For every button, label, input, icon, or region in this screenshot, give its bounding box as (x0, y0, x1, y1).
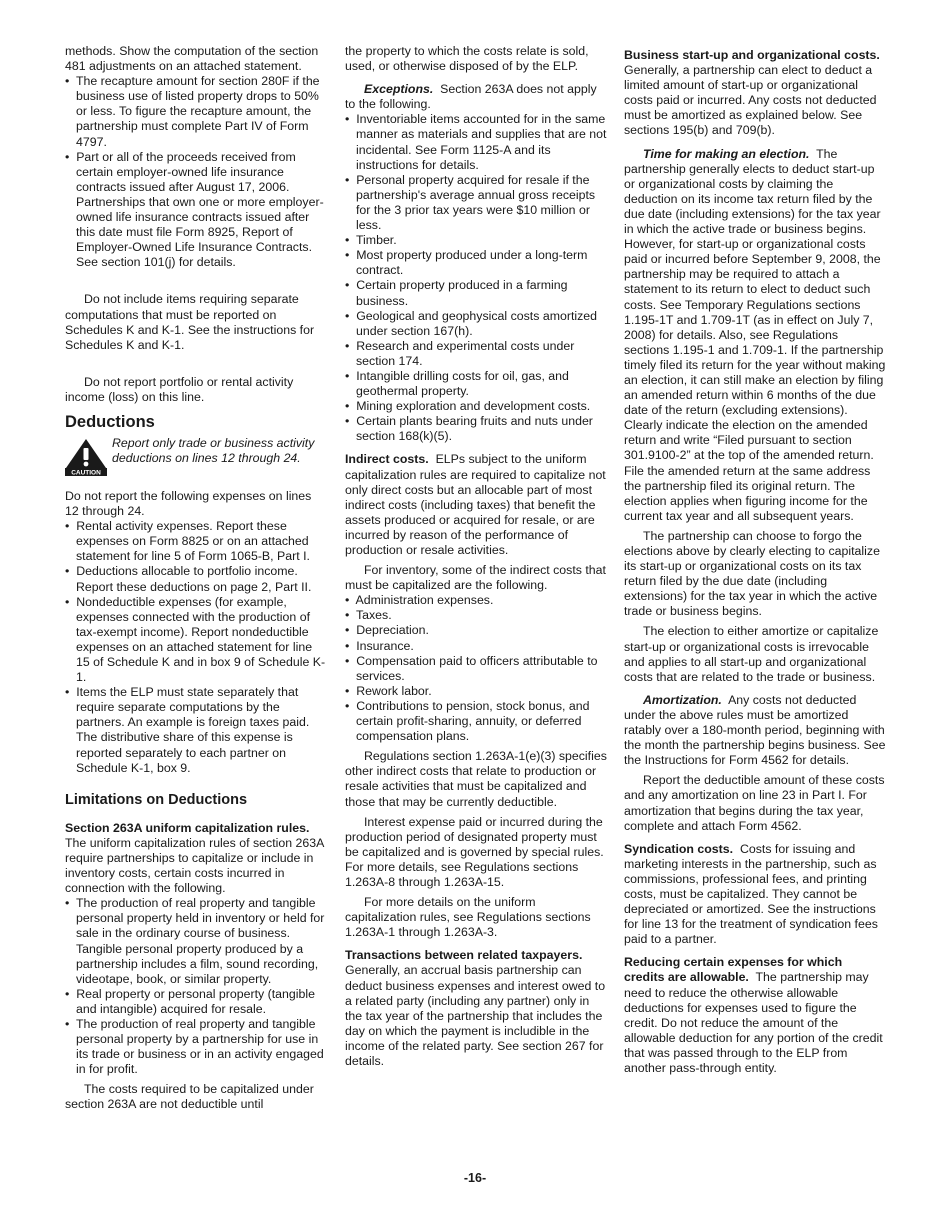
bullet-item: • Certain property produced in a farming business. (345, 278, 568, 308)
page-number: -16- (463, 1171, 487, 1185)
paragraph: The partnership can choose to forgo the elections above by clearly electing to capitalize its start-up or organizational costs on its tax return filed by the due date (including extensions) for the tax year in which the active trade or business begins. (624, 528, 880, 619)
bullet-item: • Mining exploration and development costs. (345, 399, 591, 414)
bullet-item: • Personal property acquired for resale if the partnership's average annual gross receipts for the 3 prior tax years were $10 million or less. (345, 172, 596, 233)
bullet-item: • The production of real property and tangible personal property by a partnership for use in its trade or business or in an activity engaged in for profit. (65, 1016, 324, 1077)
paragraph: For inventory, some of the indirect costs that must be capitalized are the following. (345, 563, 606, 593)
bullet-item: • Depreciation. (345, 623, 429, 638)
paragraph: Do not include items requiring separate computations that must be reported on Schedules K and K-1. See the instructions for Schedules K and K-1. (65, 292, 315, 352)
bullet-item: • Inventoriable items accounted for in the same manner as materials and supplies that are not incidental. See Form 1125-A and its instructions for details. (345, 112, 607, 172)
paragraph: Interest expense paid or incurred during the production period of designated property must be capitalized and is governed by special rules. For more details, see Regulations sections 1.263A-8 through 1.263A-15. (345, 814, 604, 889)
bullet-item: • Geological and geophysical costs amortized under section 167(h). (345, 308, 598, 338)
bullet-item: • Deductions allocable to portfolio income. Report these deductions on page 2, Part II. (65, 564, 312, 594)
bullet-item: • Taxes. (345, 608, 392, 623)
paragraph: Amortization. Any costs not deducted under the above rules must be amortized ratably over a 180-month period, beginning with the month the partnership begins business. See the Instructions for Form 4562 for details. (624, 692, 886, 768)
column-left (65, 44, 327, 1113)
bullet-item: • Contributions to pension, stock bonus, and certain profit-sharing, annuity, or deferred compensation plans. (345, 698, 590, 744)
paragraph: Do not report the following expenses on lines 12 through 24. (65, 488, 312, 519)
deductions-heading: Deductions (65, 412, 155, 431)
paragraph: Do not report portfolio or rental activity income (loss) on this line. (65, 374, 294, 404)
paragraph: Regulations section 1.263A-1(e)(3) specifies other indirect costs that relate to production or resale activities that must be capitalized and those that may be currently deductible. (345, 749, 607, 809)
bullet-item: • Items the ELP must state separately that require separate computations by the partners. An example is foreign taxes paid. The distributive share of this expense is reported separately to each partner on Schedule K-1, box 9. (65, 685, 310, 775)
paragraph: Transactions between related taxpayers. Generally, an accrual basis partnership can deduct business expenses and interest owed to a related party (including any partner) only in the tax year of the partnership that includes the day on which the payment is includible in the income of the related party. See section 267 for details. (345, 948, 606, 1068)
paragraph: For more details on the uniform capitalization rules, see Regulations sections 1.263A-1 through 1.263A-3. (345, 895, 591, 940)
paragraph: the property to which the costs relate is sold, used, or otherwise disposed of by the ELP. (345, 44, 589, 74)
bullet-item: • Most property produced under a long-term contract. (345, 248, 588, 278)
paragraph: Syndication costs. Costs for issuing and marketing interests in the partnership, such as commissions, professional fees, and printing costs, must be capitalized. They cannot be depreciated or amortized. See the instructions for line 13 for the treatment of syndication fees paid to a partner. (624, 841, 878, 947)
paragraph: Business start-up and organizational costs. Generally, a partnership can elect to deduct a limited amount of start-up or organizational costs paid or incurred. Any costs not deducted must be amortized as explained below. See sections 195(b) and 709(b). (624, 48, 880, 138)
bullet-item: • Rental activity expenses. Report these expenses on Form 8825 or on an attached statement for line 5 of Form 1065-B, Part I. (65, 519, 310, 564)
bullet-item: • Timber. (345, 233, 397, 248)
paragraph: The election to either amortize or capitalize start-up or organizational costs is irrevocable and applies to all start-up and organizational costs that are related to the trade or business. (624, 624, 879, 684)
paragraph: Report the deductible amount of these costs and any amortization on line 23 in Part I. For amortization that begins during the tax year, complete and attach Form 4562. (624, 773, 885, 833)
bullet-item: • Insurance. (345, 638, 414, 653)
bullet-item: • Administration expenses. (345, 593, 494, 608)
column-right (624, 44, 886, 1076)
bullet-item: • Certain plants bearing fruits and nuts under section 168(k)(5). (345, 414, 593, 444)
caution-icon (65, 438, 107, 481)
limitations-heading: Limitations on Deductions (65, 791, 248, 808)
caution-text: Report only trade or business activity deductions on lines 12 through 24. (112, 435, 315, 466)
bullet-item: • Intangible drilling costs for oil, gas, and geothermal property. (345, 368, 569, 399)
bullet-item: • Research and experimental costs under section 174. (345, 338, 575, 368)
bullet-item: • Nondeductible expenses (for example, expenses connected with the production of tax-exempt income). Report nondeductible expenses on an attached statement for line 15 of Schedule K and in box 9 of Schedule K-1. (65, 594, 326, 685)
caution-box (65, 436, 327, 481)
bullet-item: • The production of real property and tangible personal property held in inventory or held for sale in the ordinary course of business. Tangible personal property produced by a partnership includes a film, sound recording, videotape, book, or similar property. (65, 896, 325, 986)
bullet-item: • The recapture amount for section 280F if the business use of listed property drops to 50% or less. To figure the recapture amount, the partnership must complete Part IV of Form 4797. (65, 74, 320, 149)
paragraph: Reducing certain expenses for which credits are allowable. The partnership may need to reduce the otherwise allowable deductions for expenses used to figure the credit. Do not reduce the amount of the allowable deduction for any portion of the credit that was passed through to the ELP from another pass-through entity. (624, 955, 883, 1075)
bullet-item: • Part or all of the proceeds received from certain employer-owned life insurance contracts issued after August 17, 2006. Partnerships that own one or more employer-owned life insurance contracts issued after this date must file Form 8925, Report of Employer-Owned Life Insurance Contracts. See section 101(j) for details. (65, 149, 324, 270)
svg-text:CAUTION: CAUTION (71, 469, 101, 476)
paragraph: Indirect costs. ELPs subject to the uniform capitalization rules are required to capitalize not only direct costs but an allocable part of most indirect costs (including taxes) that benefit the assets produced or acquired for resale, or are incurred by reason of the performance of production or resale activities. (345, 452, 606, 557)
paragraph: methods. Show the computation of the section 481 adjustments on an attached statement. (65, 44, 319, 74)
bullet-item: • Real property or personal property (tangible and intangible) acquired for resale. (65, 986, 315, 1016)
paragraph: Exceptions. Section 263A does not apply to the following. (345, 82, 597, 112)
paragraph: The costs required to be capitalized under section 263A are not deductible until (65, 1082, 314, 1112)
paragraph: Section 263A uniform capitalization rules. The uniform capitalization rules of section 263A require partnerships to capitalize or include in inventory costs, certain costs incurred in connection with the following. (65, 820, 324, 896)
bullet-item: • Compensation paid to officers attributable to services. (345, 653, 598, 683)
bullet-item: • Rework labor. (345, 683, 432, 698)
column-middle (345, 44, 607, 1069)
paragraph: Time for making an election. The partnership generally elects to deduct start-up or organizational costs by claiming the deduction on its income tax return filed by the due date (including extensions) for the tax year in which the active trade or business begins. However, for start-up or organizational costs paid or incurred before September 9, 2008, the partnership may be required to attach a statement to its return to elect to deduct such costs. See Temporary Regulations sections 1.195-1T and 1.709-1T (as in effect on July 7, 2008) for details. Also, see Regulations sections 1.195-1 and 1.709-1. If the partnership timely filed its return for the year without making an election, it can still make an election by filing an amended return within 6 months of the due date of the return (excluding extensions). Clearly indicate the election on the amended return and write “Filed pursuant to section 301.9100-2” at the top of the amended return. File the amended return at the same address the partnership filed its original return. The election applies when figuring income for the current tax year and all subsequent years. (624, 146, 886, 523)
